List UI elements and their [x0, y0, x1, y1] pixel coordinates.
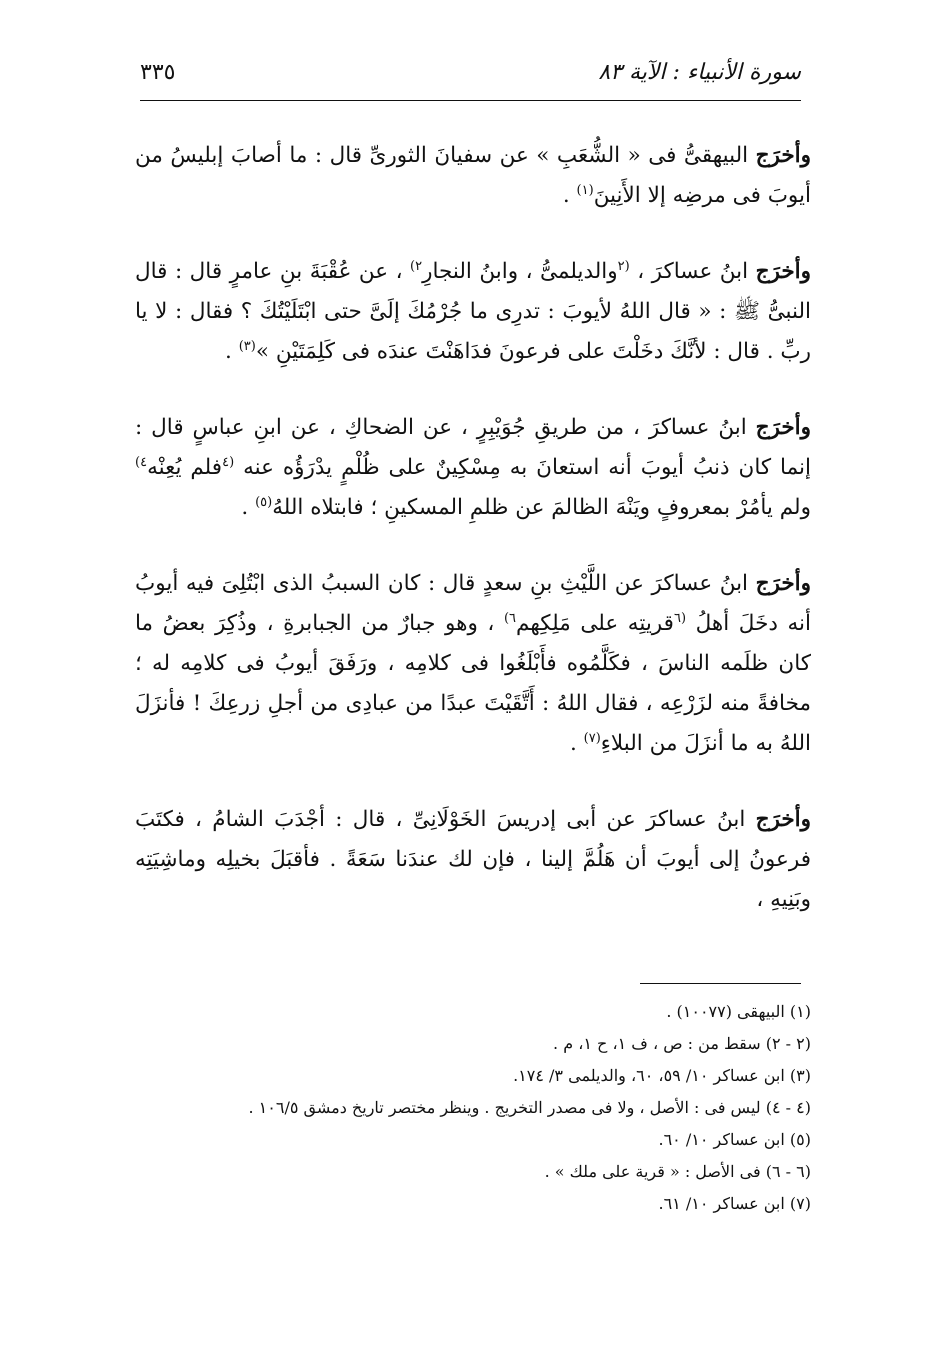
footnote-marker: ٤) — [135, 454, 148, 470]
paragraph-text: فلم يُعِنْه — [147, 455, 223, 480]
footnote-marker: (٥) — [255, 494, 273, 510]
footnote-marker: ٦) — [503, 610, 517, 626]
footnote-marker: (٦ — [673, 610, 687, 626]
paragraph-tail: . — [241, 495, 256, 520]
paragraph-lead: وأخرَج — [755, 571, 811, 596]
paragraph — [135, 800, 811, 920]
paragraph-lead: وأخرَج — [755, 259, 811, 284]
paragraph-lead: وأخرَج — [755, 807, 811, 832]
page-number: ٣٣٥ — [140, 59, 176, 85]
footnote: (٢ - ٢) سقط من : ص ، ف ١، ح ١، م . — [553, 1034, 811, 1053]
main-text — [135, 136, 811, 956]
paragraph-text: ابنُ عساكرَ ، — [629, 259, 756, 284]
footnote-marker: (٣) — [238, 338, 256, 354]
paragraph-text: البيهقىُّ فى « الشُّعَبِ » عن سفيانَ الثورىِّ قال : ما أصابَ إبليسُ من أيوبَ فى مرضِه إلا الأَنِينَ — [135, 143, 811, 208]
paragraph-text: ولم يأمُرْ بمعروفٍ ويَنْهَ الظالمَ عن ظلمِ المسكينِ ؛ فابتلاه اللهُ — [272, 495, 811, 520]
footnote: (٤ - ٤) ليس فى : الأصل ، ولا فى مصدر التخريج . وينظر مختصر تاريخ دمشق ١٠٦/٥ . — [248, 1098, 811, 1117]
footnote-rule — [640, 983, 801, 984]
paragraph — [135, 408, 811, 528]
paragraph — [135, 136, 811, 216]
footnote-marker: (٢ — [617, 258, 630, 274]
paragraph-text: ابنُ عساكرَ عن أبى إدريسَ الخَوْلَانِىِّ ، قال : أجْدَبَ الشامُ ، فكتَبَ فرعونُ إلى أيوبَ أن هَلُمَّ إلينا ، فإن لك عندَنا سَعَةً . فأقبَلَ بخيلِه وماشِيَتِه وبَنِيهِ ، — [135, 807, 811, 912]
paragraph-text: والديلمىُّ ، وابنُ النجارِ — [422, 259, 618, 284]
running-title: سورة الأنبياء : الآية ٨٣ — [598, 59, 801, 85]
footnotes — [140, 996, 811, 1220]
footnote: (٧) ابن عساكر ١٠/ ٦١. — [658, 1194, 811, 1213]
paragraph — [135, 252, 811, 372]
footnote: (١) البيهقى (١٠٠٧٧) . — [666, 1002, 811, 1021]
footnote: (٦ - ٦) فى الأصل : « قرية على ملك » . — [544, 1162, 811, 1181]
paragraph-tail: . — [225, 339, 239, 364]
paragraph-lead: وأخرَج — [755, 415, 811, 440]
paragraph-text: ابنُ عساكرَ ، من طريقِ جُوَيْبِرٍ ، عن الضحاكِ ، عن ابنِ عباسٍ قال : إنما كان ذنبُ أيوبَ أنه استعانَ به مِسْكِينٌ على ظُلْمٍ يدْرَؤُه عنه — [135, 415, 811, 480]
page-header — [140, 52, 801, 92]
footnote-marker: (١) — [576, 182, 594, 198]
paragraph-tail: . — [562, 183, 577, 208]
paragraph-text: قريتِه على مَلِكِهم — [516, 611, 674, 636]
paragraph — [135, 564, 811, 764]
footnote: (٥) ابن عساكر ١٠/ ٦٠. — [658, 1130, 811, 1149]
paragraph-text: ، وهو جبارٌ من الجبابرةِ ، وذُكِرَ بعضُ ما كان ظلَمه الناسَ ، فكَلَّمُوه فأَبْلَغُوا فى كلامِه ، ورَفَقَ أيوبُ فى كلامِه له ؛ مخافةً منه لزَرْعِه ، فقال اللهُ : أَتَّقَيْتَ عبدًا من عبادِى من أجلِ زرعِكَ ! فأنزَلَ اللهُ به ما أنزَلَ من البلاءِ — [135, 611, 811, 756]
paragraph-tail: . — [569, 731, 584, 756]
footnote-marker: (٤ — [222, 454, 235, 470]
paragraph-text: ابنُ عساكرَ عن اللَّيْثِ بنِ سعدٍ قال : كان السببُ الذى ابْتُلِىَ فيه أيوبُ أنه دخَلَ أهلُ — [135, 571, 812, 636]
footnote-marker: ٢) — [410, 258, 423, 274]
footnote: (٣) ابن عساكر ١٠/ ٥٩، ٦٠، والديلمى ٣/ ١٧٤. — [513, 1066, 811, 1085]
paragraph-text: ، عن عُقْبَةَ بنِ عامرٍ قال : قال النبىُّ ﷺ : « قال اللهُ لأيوبَ : تدرِى ما جُرْمُكَ إلَىَّ حتى ابْتَلَيْتُكَ ؟ فقال : لا يا ربِّ . قال : لأنَّكَ دخَلْتَ على فرعونَ فدَاهَنْتَ عندَه فى كَلِمَتَيْنِ » — [135, 259, 811, 364]
footnote-marker: (٧) — [583, 730, 601, 746]
header-rule — [140, 100, 801, 101]
paragraph-lead: وأخرَج — [755, 143, 811, 168]
